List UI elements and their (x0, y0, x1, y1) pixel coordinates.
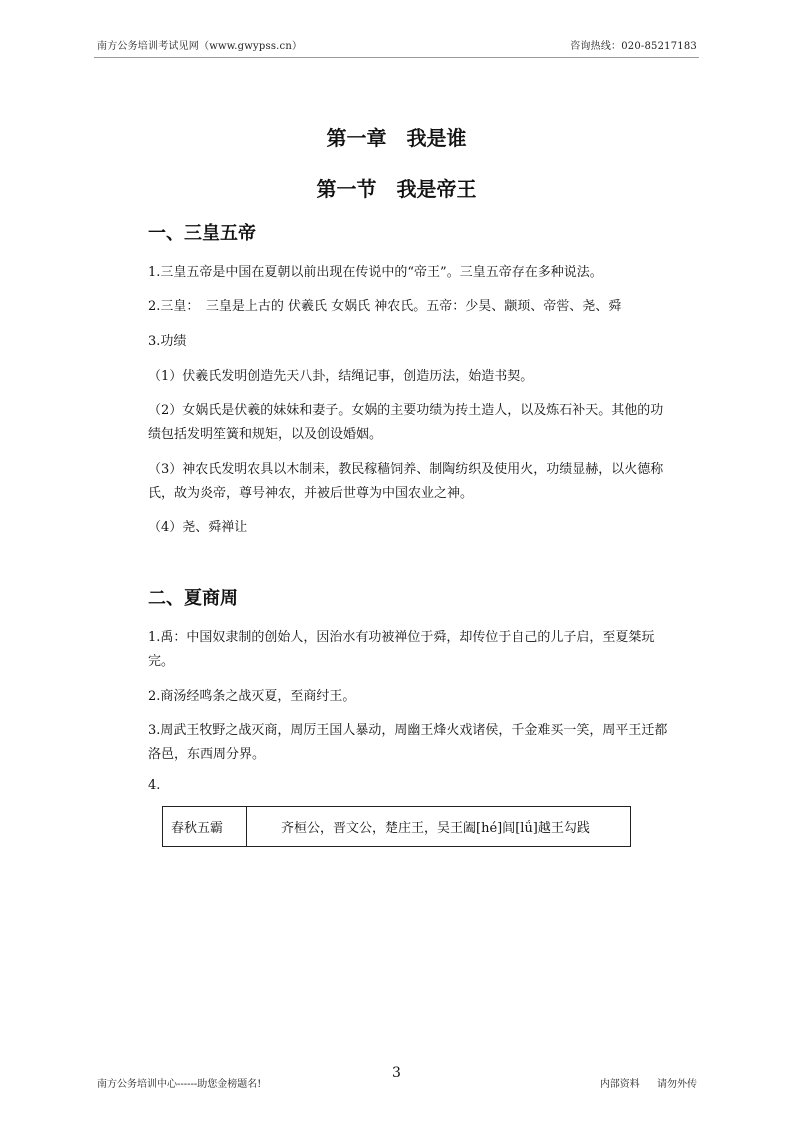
paragraph: （2）女娲氏是伏羲的妹妹和妻子。女娲的主要功绩为抟土造人，以及炼石补天。其他的功绩包括发明笙簧和规矩，以及创设婚姻。 (148, 403, 664, 442)
header-divider (94, 57, 699, 58)
paragraph: （1）伏羲氏发明创造先天八卦，结绳记事，创造历法，始造书契。 (148, 369, 534, 384)
table-label-cell: 春秋五霸 (163, 807, 247, 846)
paragraph: （3）神农氏发明农具以木制耒，教民稼穑饲养、制陶纺织及使用火，功绩显赫，以火德称氏，故为炎帝，尊号神农，并被后世尊为中国农业之神。 (148, 462, 664, 501)
table-value-cell: 齐桓公，晋文公，楚庄王，吴王阖[hé]闾[lǘ]越王勾践 (281, 821, 590, 836)
paragraph: 4. (148, 778, 161, 793)
paragraph: 1.禹：中国奴隶制的创始人，因治水有功被禅位于舜，却传位于自己的儿子启，至夏桀玩完。 (148, 630, 655, 669)
paragraph: 3.功绩 (148, 334, 187, 349)
part1-heading: 一、三皇五帝 (148, 223, 256, 244)
five-hegemons-table (162, 806, 631, 847)
header-left-text: 南方公务培训考试见网（www.gwypss.cn） (97, 41, 303, 52)
paragraph: 2.三皇： 三皇是上古的 伏羲氏 女娲氏 神农氏。五帝：少昊、颛顼、帝喾、尧、舜 (148, 299, 622, 314)
section-title: 第一节 我是帝王 (316, 177, 477, 201)
paragraph: 1.三皇五帝是中国在夏朝以前出现在传说中的“帝王”。三皇五帝存在多种说法。 (148, 265, 603, 280)
page-number: 3 (392, 1065, 401, 1081)
part2-heading: 二、夏商周 (148, 588, 238, 609)
footer-right-text: 内部资料 请勿外传 (599, 1079, 697, 1090)
chapter-title: 第一章 我是谁 (326, 126, 467, 150)
paragraph: （4）尧、舜禅让 (148, 520, 248, 535)
footer-left-text: 南方公务培训中心------助您金榜题名! (97, 1079, 262, 1090)
header-hotline-text: 咨询热线：020-85217183 (570, 41, 697, 52)
paragraph: 2.商汤经鸣条之战灭夏，至商纣王。 (148, 689, 356, 704)
paragraph: 3.周武王牧野之战灭商，周厉王国人暴动，周幽王烽火戏诸侯，千金难买一笑，周平王迁都洛邑，东西周分界。 (148, 723, 668, 762)
